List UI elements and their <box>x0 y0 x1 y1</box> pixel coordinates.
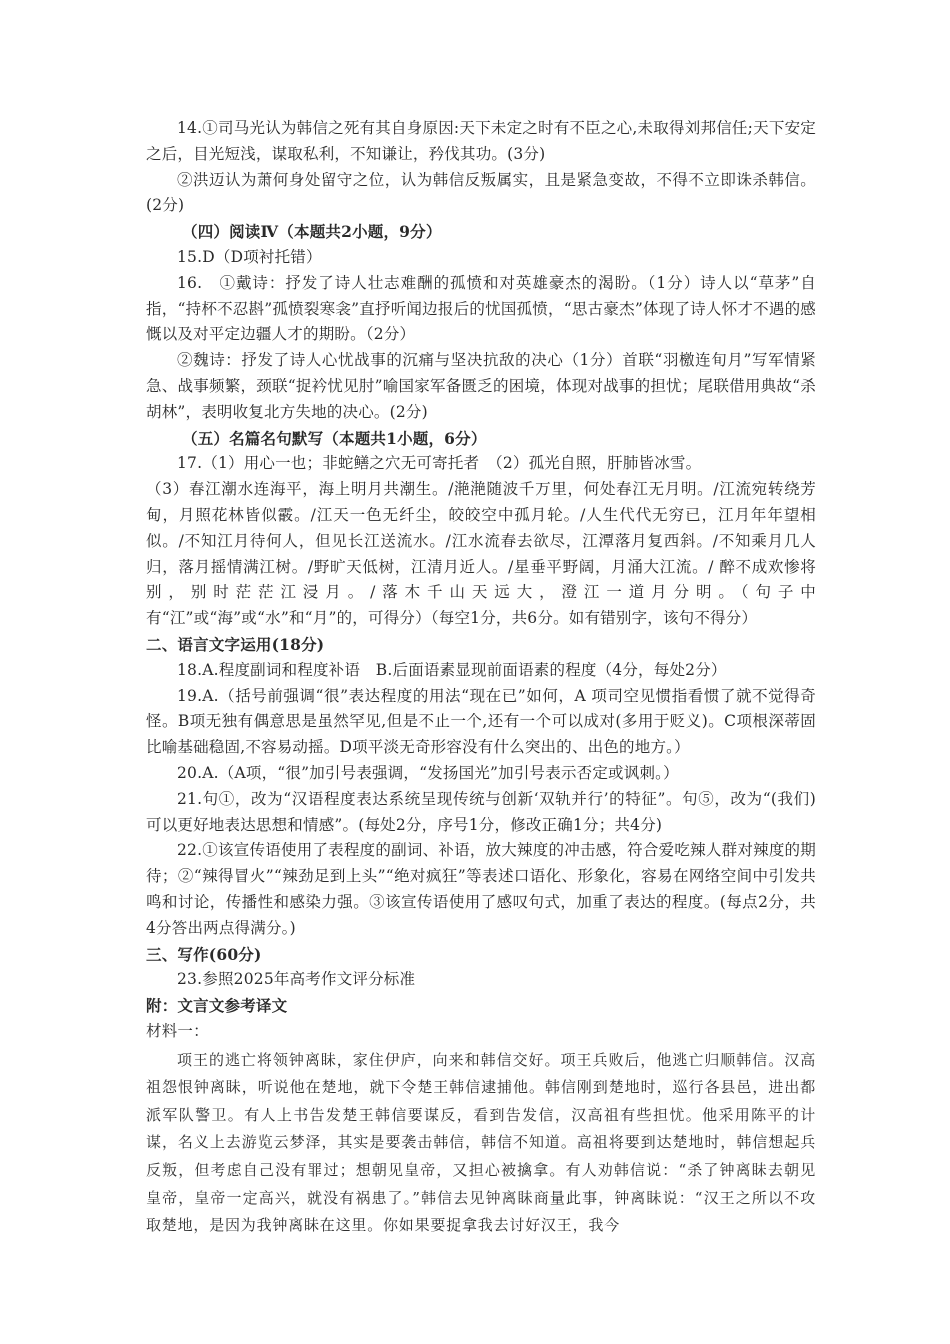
translation-paragraph: 项王的逃亡将领钟离眛，家住伊庐，向来和韩信交好。项王兵败后，他逃亡归顺韩信。汉高祖怨恨钟离眛，听说他在楚地，就下令楚王韩信逮捕他。韩信刚到楚地时，巡行各县邑，进出都派军队警卫。有人上书告发楚王韩信要谋反，看到告发信，汉高祖有些担忧。他采用陈平的计谋，名义上去游览云梦泽，其实是要袭击韩信，韩信不知道。高祖将要到达楚地时，韩信想起兵反叛，但考虑自己没有罪过；想朝见皇帝，又担心被擒拿。有人劝韩信说：“杀了钟离眛去朝见皇帝，皇帝一定高兴，就没有祸患了。”韩信去见钟离眛商量此事，钟离眛说：“汉王之所以不攻取楚地，是因为我钟离眛在这里。你如果要捉拿我去讨好汉王，我今 <box>146 1050 816 1235</box>
answer-18: 18.A.程度副词和程度补语 B.后面语素显现前面语素的程度（4分，每处2分） <box>177 660 727 679</box>
answer-20: 20.A.（A项，“很”加引号表强调，“发扬国光”加引号表示否定或讽刺。） <box>177 763 679 782</box>
answer-17-part1: 17.（1）用心一也；非蛇鳝之穴无可寄托者 （2）孤光自照，肝肺皆冰雪。 <box>177 454 702 473</box>
part-heading-language-use: 二、语言文字运用(18分) <box>146 634 325 654</box>
section-heading-reading-4: （四）阅读Ⅳ（本题共2小题，9分） <box>182 222 442 242</box>
answer-14-part1: 14.①司马光认为韩信之死有其自身原因:天下未定之时有不臣之心,未取得刘邦信任;天下安定之后，目光短浅，谋取私利，不知谦让，矜伐其功。(3分) <box>146 119 816 163</box>
part-heading-writing: 三、写作(60分) <box>146 944 262 964</box>
answer-22: 22.①该宣传语使用了表程度的副词、补语，放大辣度的冲击感，符合爱吃辣人群对辣度的期待；②“辣得冒火”“辣劲足到上头”“绝对疯狂”等表述口语化、形象化，容易在网络空间中引发共鸣和讨论，传播性和感染力强。③该宣传语使用了感叹句式，加重了表达的程度。(每点2分，共4分答出两点得满分。) <box>146 841 816 937</box>
answer-21: 21.句①，改为“汉语程度表达系统呈现传统与创新‘双轨并行’的特征”。句⑤，改为“(我们) 可以更好地表达思想和情感”。(每处2分，序号1分，修改正确1分；共4分) <box>146 789 816 834</box>
appendix-heading: 附：文言文参考译文 <box>146 996 288 1016</box>
answer-19: 19.A.（括号前强调“很”表达程度的用法“现在已”如何，A 项司空见惯指看惯了就不觉得奇怪。B项无独有偶意思是虽然罕见,但是不止一个,还有一个可以成对(多用于贬义)。C项根深蒂固比喻基础稳固,不容易动摇。D项平淡无奇形容没有什么突出的、出色的地方。） <box>146 686 816 757</box>
section-heading-recitation: （五）名篇名句默写（本题共1小题，6分） <box>182 428 487 448</box>
material-1-label: 材料一： <box>146 1021 209 1040</box>
answer-14-part2: ②洪迈认为萧何身处留守之位，认为韩信反叛属实，且是紧急变故，不得不立即诛杀韩信。(2分) <box>146 170 816 215</box>
answer-16-part2: ②魏诗：抒发了诗人心忧战事的沉痛与坚决抗敌的决心（1分）首联“羽檄连旬月”写军情紧急、战事频繁，颈联“捉衿忧见肘”喻国家军备匮乏的困境，体现对战事的担忧；尾联借用典故“杀胡林”，表明收复北方失地的决心。(2分) <box>146 351 816 421</box>
answer-17-part2: （3）春江潮水连海平，海上明月共潮生。/滟滟随波千万里，何处春江无月明。/江流宛转绕芳甸，月照花林皆似霰。/江天一色无纤尘，皎皎空中孤月轮。/人生代代无穷已，江月年年望相似。/不知江月待何人，但见长江送流水。/江水流春去欲尽，江潭落月复西斜。/不知乘月几人归，落月摇情满江树。/野旷天低树，江清月近人。/星垂平野阔，月涌大江流。/ 醉不成欢惨将别，别时茫茫江浸月。/落木千山天远大，澄江一道月分明。（句子中有“江”或“海”或“水”和“月”的，可得分）（每空1分，共6分。如有错别字，该句不得分） <box>146 480 816 628</box>
answer-16-part1: 16. ①戴诗：抒发了诗人壮志难酬的孤愤和对英雄豪杰的渴盼。（1分）诗人以“草茅”自指，“持杯不忍斟”孤愤裂寒衾”直抒听闻边报后的忧国孤愤，“思古豪杰”体现了诗人怀才不遇的感慨以及对平定边疆人才的期盼。（2分） <box>146 273 816 344</box>
answer-23: 23.参照2025年高考作文评分标准 <box>177 970 416 989</box>
answer-15: 15.D（D项衬托错） <box>177 247 322 266</box>
